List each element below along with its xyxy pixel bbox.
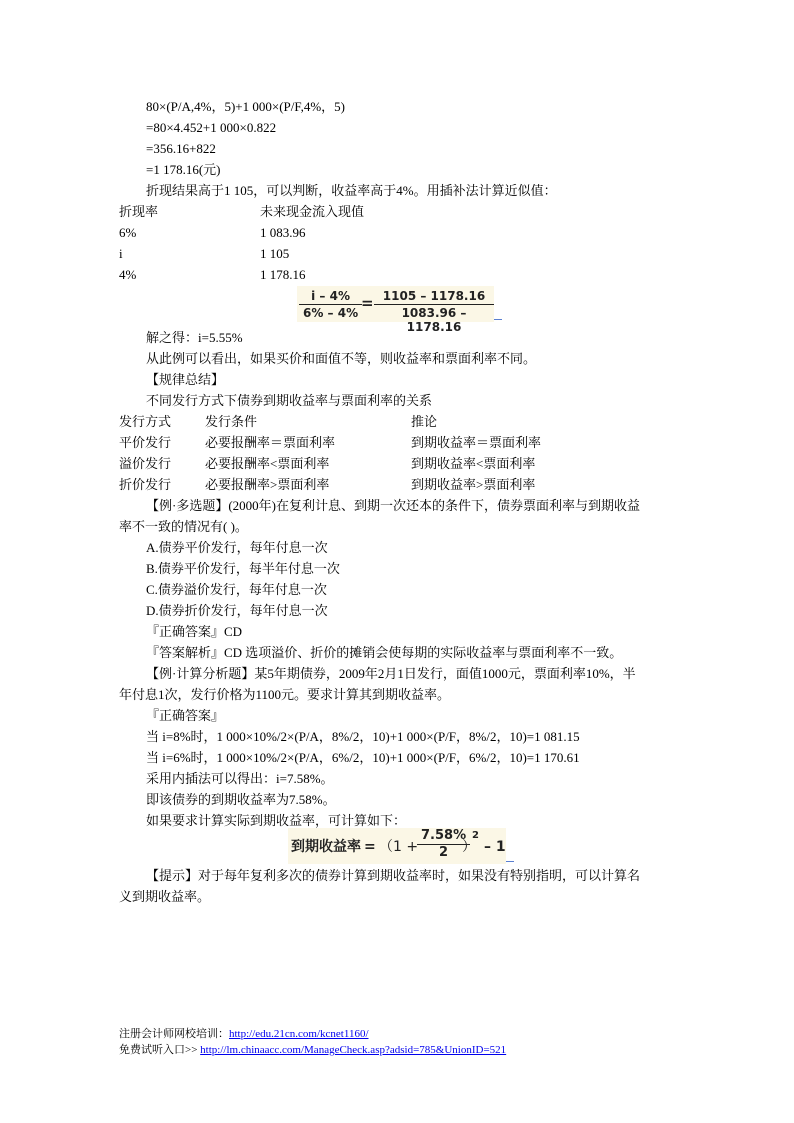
example1-analysis: 『答案解析』CD 选项溢价、折价的摊销会使每期的实际收益率与票面利率不一致。 — [146, 645, 623, 660]
rule-cell-condition: 必要报酬率>票面利率 — [205, 477, 330, 492]
rule-header-condition: 发行条件 — [205, 414, 258, 429]
footer-trial-label: 免费试听入口>> — [119, 1044, 201, 1056]
rule-cell-method: 平价发行 — [119, 435, 172, 450]
calc-line-2: =80×4.452+1 000×0.822 — [146, 120, 277, 135]
footer-training-label: 注册会计师网校培训： — [119, 1028, 229, 1040]
formula-right-fraction — [374, 289, 494, 334]
example2-line-2: 当 i=6%时，1 000×10%/2×(P/A，6%/2，10)+1 000×(P/F，6%/2，10)=1 170.61 — [146, 750, 580, 765]
example2-question-line2: 年付息1次，发行价格为1100元。要求计算其到期收益率。 — [119, 687, 451, 702]
calc-line-3: =356.16+822 — [146, 141, 216, 156]
rule-cell-method: 溢价发行 — [119, 456, 172, 471]
formula2-tail: – 1 — [484, 839, 506, 855]
formula2-denominator: 2 — [439, 845, 449, 860]
example2-line-4: 即该债券的到期收益率为7.58%。 — [146, 792, 336, 807]
interp-row-pv: 1 178.16 — [260, 267, 306, 282]
footer-line2 — [119, 1043, 506, 1057]
summary-title: 不同发行方式下债券到期收益率与票面利率的关系 — [146, 393, 433, 408]
formula-anchor-mark — [494, 319, 502, 320]
example1-option-a: A.债券平价发行，每年付息一次 — [146, 540, 328, 555]
observation-line: 从此例可以看出，如果买价和面值不等，则收益率和票面利率不同。 — [146, 351, 537, 366]
rule-cell-inference: 到期收益率<票面利率 — [411, 456, 536, 471]
interpolation-formula — [297, 286, 494, 334]
tip-line1: 【提示】对于每年复利多次的债券计算到期收益率时，如果没有特别指明，可以计算名 — [146, 868, 641, 883]
summary-heading: 【规律总结】 — [146, 372, 225, 387]
formula2-anchor-mark — [506, 861, 514, 862]
formula2-numerator: 7.58% — [417, 829, 470, 845]
formula-equals: = — [361, 294, 374, 312]
example1-answer: 『正确答案』CD — [146, 624, 243, 639]
formula-left-denominator: 6% – 4% — [303, 306, 359, 320]
rule-cell-method: 折价发行 — [119, 477, 172, 492]
example2-line-3: 采用内插法可以得出：i=7.58%。 — [146, 771, 334, 786]
interp-row-rate: 6% — [119, 225, 137, 240]
formula2-close: ） — [462, 839, 476, 855]
rule-cell-condition: 必要报酬率＝票面利率 — [205, 435, 336, 450]
formula-left-numerator: i – 4% — [299, 289, 362, 305]
rule-header-inference: 推论 — [411, 414, 438, 429]
formula2-exponent: 2 — [472, 830, 479, 841]
formula2-label: 到期收益率 — [291, 839, 361, 855]
footer-training-link[interactable]: http://edu.21cn.com/kcnet1160/ — [229, 1028, 369, 1040]
formula-right-numerator: 1105 – 1178.16 — [374, 289, 494, 305]
example1-question-line1: 【例·多选题】(2000年)在复利计息、到期一次还本的条件下，债券票面利率与到期收益 — [146, 498, 640, 513]
calc-line-1: 80×(P/A,4%，5)+1 000×(P/F,4%，5) — [146, 99, 345, 114]
calc-conclusion: 折现结果高于1 105，可以判断，收益率高于4%。用插补法计算近似值： — [146, 183, 557, 198]
calc-line-4: =1 178.16(元) — [146, 162, 221, 177]
interp-header-rate: 折现率 — [119, 204, 159, 219]
footer-line1 — [119, 1027, 369, 1041]
example2-question-line1: 【例·计算分析题】某5年期债券，2009年2月1日发行，面值1000元，票面利率10%，半 — [146, 666, 636, 681]
formula-right-denominator: 1083.96 – 1178.16 — [401, 306, 467, 334]
example2-line-1: 当 i=8%时，1 000×10%/2×(P/A，8%/2，10)+1 000×(P/F，8%/2，10)=1 081.15 — [146, 729, 580, 744]
footer-trial-link[interactable]: http://lm.chinaacc.com/ManageCheck.asp?adsid=785&UnionID=521 — [200, 1044, 507, 1056]
formula2-open: （1 + — [379, 839, 419, 855]
solution-line: 解之得：i=5.55% — [146, 330, 243, 345]
example2-line-5: 如果要求计算实际到期收益率，可计算如下： — [146, 813, 407, 828]
formula-left-fraction — [299, 289, 362, 320]
example1-question-line2: 率不一致的情况有( )。 — [119, 519, 248, 534]
example1-option-c: C.债券溢价发行，每年付息一次 — [146, 582, 327, 597]
rule-cell-condition: 必要报酬率<票面利率 — [205, 456, 330, 471]
interp-row-pv: 1 083.96 — [260, 225, 306, 240]
rule-cell-inference: 到期收益率＝票面利率 — [411, 435, 542, 450]
example2-answer-label: 『正确答案』 — [146, 708, 225, 723]
formula2-equals: = — [364, 839, 376, 855]
rule-header-method: 发行方式 — [119, 414, 172, 429]
tip-line2: 义到期收益率。 — [119, 889, 211, 904]
interp-header-pv: 未来现金流入现值 — [260, 204, 365, 219]
rule-cell-inference: 到期收益率>票面利率 — [411, 477, 536, 492]
example1-option-d: D.债券折价发行，每年付息一次 — [146, 603, 328, 618]
effective-yield-formula — [288, 828, 506, 864]
example1-option-b: B.债券平价发行，每半年付息一次 — [146, 561, 340, 576]
interp-row-rate: 4% — [119, 267, 137, 282]
interp-row-pv: 1 105 — [260, 246, 290, 261]
interp-row-rate: i — [119, 246, 123, 261]
